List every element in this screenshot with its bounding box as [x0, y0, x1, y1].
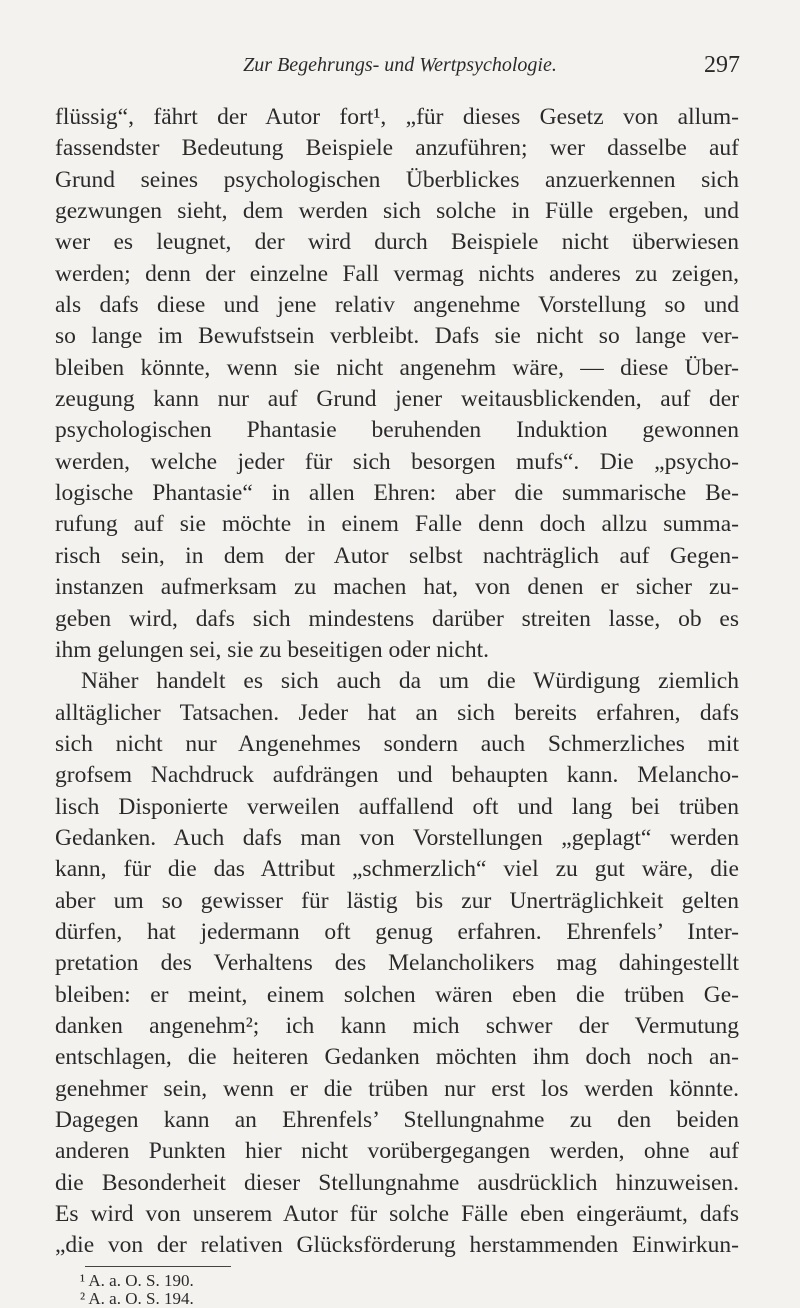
text-line: als dafs diese und jene relativ angenehme Vorstellung so und	[55, 292, 739, 319]
text-line: werden; denn der einzelne Fall vermag nichts anderes zu zeigen,	[55, 260, 739, 287]
running-title: Zur Begehrungs- und Wertpsychologie.	[243, 54, 557, 76]
text-line: Grund seines psychologischen Überblickes anzuerkennen sich	[55, 166, 739, 193]
text-line: zeugung kann nur auf Grund jener weitausblickenden, auf der	[55, 386, 739, 413]
footnotes	[80, 1272, 480, 1308]
text-line: lisch Disponierte verweilen auffallend oft und lang bei trüben	[55, 793, 739, 820]
text-line: flüssig“, fährt der Autor fort¹, „für dieses Gesetz von allum-	[55, 104, 739, 130]
text-line: entschlagen, die heiteren Gedanken möchten ihm doch noch an-	[55, 1044, 739, 1071]
running-head	[60, 50, 740, 80]
text-line: risch sein, in dem der Autor selbst nachträglich auf Gegen-	[55, 542, 739, 569]
body-text	[55, 102, 739, 1262]
text-line: bleiben: er meint, einem solchen wären eben die trüben Ge-	[55, 981, 739, 1008]
text-line: wer es leugnet, der wird durch Beispiele nicht überwiesen	[55, 229, 739, 256]
text-line: gezwungen sieht, dem werden sich solche in Fülle ergeben, und	[55, 198, 739, 225]
text-line: „die von der relativen Glücksförderung herstammenden Einwirkun-	[55, 1232, 739, 1259]
text-line: genehmer sein, wenn er die trüben nur erst los werden könnte.	[55, 1075, 739, 1102]
text-line: werden, welche jeder für sich besorgen mufs“. Die „psycho-	[55, 448, 739, 475]
text-line: rufung auf sie möchte in einem Falle denn doch allzu summa-	[55, 511, 739, 538]
text-line: instanzen aufmerksam zu machen hat, von denen er sicher zu-	[55, 574, 739, 601]
text-line: geben wird, dafs sich mindestens darüber streiten lasse, ob es	[55, 605, 739, 632]
text-line: sich nicht nur Angenehmes sondern auch Schmerzliches mit	[55, 730, 739, 757]
text-line: Es wird von unserem Autor für solche Fälle eben eingeräumt, dafs	[55, 1201, 739, 1228]
text-line: dürfen, hat jedermann oft genug erfahren. Ehrenfels’ Inter-	[55, 918, 739, 945]
text-line: alltäglicher Tatsachen. Jeder hat an sich bereits erfahren, dafs	[55, 699, 739, 726]
page-number: 297	[704, 52, 740, 78]
text-line: psychologischen Phantasie beruhenden Induktion gewonnen	[55, 417, 739, 444]
footnote: ¹ A. a. O. S. 190.	[80, 1271, 194, 1290]
footnote-divider	[85, 1266, 231, 1267]
text-line: bleiben könnte, wenn sie nicht angenehm wäre, — diese Über-	[55, 354, 739, 381]
text-line: fassendster Bedeutung Beispiele anzuführen; wer dasselbe auf	[55, 135, 739, 162]
text-line: Gedanken. Auch dafs man von Vorstellungen „geplagt“ werden	[55, 824, 739, 851]
text-line: die Besonderheit dieser Stellungnahme ausdrücklich hinzuweisen.	[55, 1169, 739, 1196]
footnote: ² A. a. O. S. 194.	[80, 1289, 194, 1308]
text-line: kann, für die das Attribut „schmerzlich“ viel zu gut wäre, die	[55, 856, 739, 883]
text-line: logische Phantasie“ in allen Ehren: aber die summarische Be-	[55, 480, 739, 507]
text-line: Näher handelt es sich auch da um die Würdigung ziemlich	[81, 668, 739, 695]
text-line: so lange im Bewufstsein verbleibt. Dafs sie nicht so lange ver-	[55, 323, 739, 350]
text-line: danken angenehm²; ich kann mich schwer der Vermutung	[55, 1012, 739, 1039]
text-line: grofsem Nachdruck aufdrängen und behaupten kann. Melancho-	[55, 762, 739, 789]
text-line: anderen Punkten hier nicht vorübergegangen werden, ohne auf	[55, 1138, 739, 1165]
text-line: ihm gelungen sei, sie zu beseitigen oder nicht.	[55, 636, 489, 663]
text-line: Dagegen kann an Ehrenfels’ Stellungnahme zu den beiden	[55, 1107, 739, 1133]
text-line: aber um so gewisser für lästig bis zur Unerträglichkeit gelten	[55, 887, 739, 914]
text-line: pretation des Verhaltens des Melancholikers mag dahingestellt	[55, 950, 739, 977]
